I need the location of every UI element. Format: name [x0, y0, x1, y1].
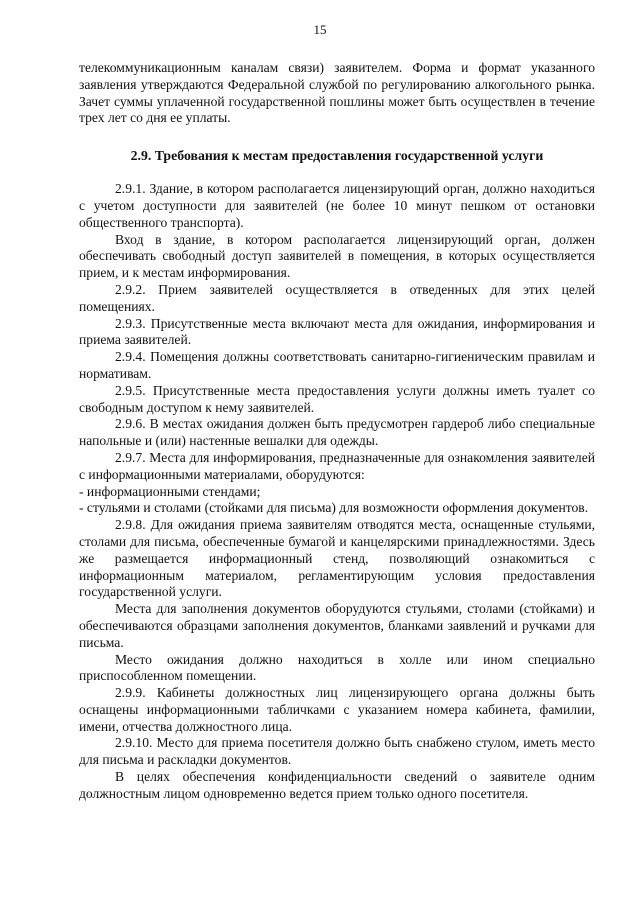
list-item-info-stands: - информационными стендами; [79, 483, 261, 499]
paragraph-2-9-3: 2.9.3. Присутственные места включают места для ожидания, информирования и приема заявителей. [79, 315, 595, 348]
paragraph-2-9-8: 2.9.8. Для ожидания приема заявителям отводятся места, оснащенные стульями, столами для письма, обеспеченные бумагой и канцелярскими принадлежностями. Здесь же размещается информационный стенд, позволяющий ознакомиться с информационным материалом, регламентирующим условия предоставления государственной услуги. [79, 517, 595, 600]
list-item-chairs-tables: - стульями и столами (стойками для письма) для возможности оформления документов. [79, 500, 589, 516]
page-number: 15 [313, 22, 327, 37]
section-heading: 2.9. Требования к местам предоставления государственной услуги [130, 148, 544, 164]
paragraph-confidentiality: В целях обеспечения конфиденциальности сведений о заявителе одним должностным лицом одновременно ведется прием только одного посетителя. [79, 769, 595, 801]
paragraph-2-9-9: 2.9.9. Кабинеты должностных лиц лицензирующего органа должны быть оснащены информационными табличками с указанием номера кабинета, фамилии, имени, отчества должностного лица. [79, 685, 595, 734]
paragraph-2-9-4: 2.9.4. Помещения должны соответствовать санитарно-гигиеническим правилам и нормативам. [79, 349, 595, 381]
intro-paragraph: телекоммуникационным каналам связи) заявителем. Форма и формат указанного заявления утверждаются Федеральной службой по регулированию алкогольного рынка. Зачет суммы уплаченной государственной пошлины может быть осуществлен в течение трех лет со дня ее уплаты. [79, 60, 595, 126]
paragraph-2-9-5: 2.9.5. Присутственные места предоставления услуги должны иметь туалет со свободным доступом к нему заявителей. [79, 382, 595, 415]
paragraph-document-filling: Места для заполнения документов оборудуются стульями, столами (стойками) и обеспечиваются образцами заполнения документов, бланками заявлений и ручками для письма. [79, 601, 595, 650]
paragraph-2-9-1: 2.9.1. Здание, в котором располагается лицензирующий орган, должно находиться с учетом доступности для заявителей (не более 10 минут пешком от остановки общественного транспорта). [79, 181, 595, 230]
paragraph-2-9-6: 2.9.6. В местах ожидания должен быть предусмотрен гардероб либо специальные напольные и (или) настенные вешалки для одежды. [79, 416, 595, 449]
paragraph-2-9-7: 2.9.7. Места для информирования, предназначенные для ознакомления заявителей с информационными материалами, оборудуются: [79, 449, 595, 482]
paragraph-2-9-10: 2.9.10. Место для приема посетителя должно быть снабжено стулом, иметь место для письма и раскладки документов. [79, 735, 595, 768]
paragraph-waiting-place: Место ожидания должно находиться в холле или ином специально приспособленном помещении. [79, 651, 595, 684]
document-body [79, 60, 595, 803]
paragraph-entrance-access: Вход в здание, в котором располагается лицензирующий орган, должен обеспечивать свободный доступ заявителей в помещения, в которых осуществляется прием, и к местам информирования. [79, 231, 595, 281]
paragraph-2-9-2: 2.9.2. Прием заявителей осуществляется в отведенных для этих целей помещениях. [79, 281, 595, 314]
